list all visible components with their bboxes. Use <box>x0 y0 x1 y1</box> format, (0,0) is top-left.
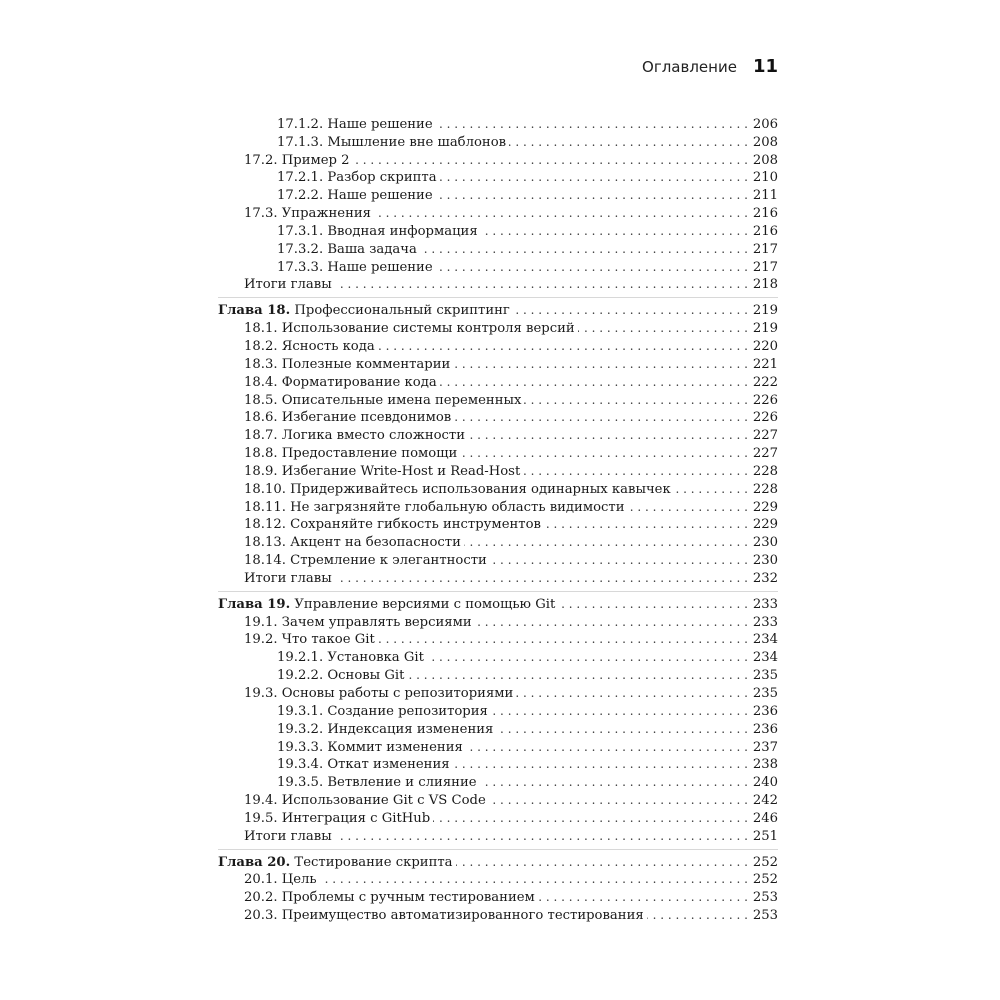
toc-entry[interactable] <box>218 551 778 569</box>
toc-page-number: 242 <box>752 793 778 809</box>
toc-entry-text: 17.3.3. Наше решение <box>277 259 433 275</box>
dot-leader <box>436 187 748 204</box>
toc-entry-text: 19.3.3. Коммит изменения <box>277 739 463 755</box>
toc-page-number: 210 <box>752 170 778 186</box>
dot-leader <box>420 241 748 258</box>
toc-entry[interactable] <box>218 480 778 498</box>
toc-entry-text: 18.11. Не загрязняйте глобальную область видимости <box>244 499 625 515</box>
toc-entry-text: 17.3.2. Ваша задача <box>277 241 417 257</box>
toc-entry-title <box>244 631 378 648</box>
toc-chapter-entry[interactable] <box>218 595 778 613</box>
toc-entry-text: 18.14. Стремление к элегантности <box>244 553 487 569</box>
toc-page-number: 234 <box>752 650 778 666</box>
toc-page-number: 229 <box>752 499 778 515</box>
toc-entry-title <box>277 703 491 720</box>
toc-entry[interactable] <box>218 648 778 666</box>
toc-entry[interactable] <box>218 906 778 924</box>
toc-page-number: 238 <box>752 757 778 773</box>
toc-page-number: 235 <box>752 686 778 701</box>
toc-entry-text: Итоги главы <box>244 828 332 844</box>
toc-entry[interactable] <box>218 391 778 409</box>
toc-entry-title <box>244 374 440 391</box>
dot-leader <box>578 320 748 337</box>
toc-entry-text: 19.2. Что такое Git <box>244 632 375 648</box>
toc-page-number: 236 <box>752 721 778 737</box>
dot-leader <box>456 854 748 871</box>
toc-entry-title <box>277 721 496 738</box>
toc-page-number: 208 <box>752 152 778 168</box>
dot-leader <box>335 828 748 845</box>
toc-entry[interactable] <box>218 319 778 337</box>
toc-entry-text: 19.2.1. Установка Git <box>277 650 424 666</box>
toc-entry-text: 19.3.4. Откат изменения <box>277 757 450 773</box>
toc-entry-text: 18.1. Использование системы контроля версий <box>244 321 575 337</box>
toc-entry-title <box>277 649 427 666</box>
toc-entry-text: 17.2.2. Наше решение <box>277 188 433 204</box>
page-header <box>600 56 778 82</box>
toc-entry[interactable] <box>218 871 778 889</box>
toc-page-number: 253 <box>752 908 778 924</box>
toc-entry[interactable] <box>218 738 778 756</box>
toc-entry-text: 17.1.2. Наше решение <box>277 116 433 132</box>
toc-entry-text: 18.2. Ясность кода <box>244 338 375 354</box>
running-title: Оглавление <box>642 58 737 76</box>
toc-chapter-entry[interactable] <box>218 301 778 319</box>
toc-entry[interactable] <box>218 613 778 631</box>
toc-entry-text: 19.3. Основы работы с репозиториями <box>244 686 514 701</box>
toc-page-number: 219 <box>752 321 778 337</box>
toc-page-number: 230 <box>752 535 778 551</box>
toc-entry[interactable] <box>218 809 778 827</box>
toc-entry[interactable] <box>218 373 778 391</box>
dot-leader <box>436 116 748 133</box>
toc-entry-text: 19.2.2. Основы Git <box>277 668 405 684</box>
toc-entry-title <box>244 338 378 355</box>
toc-entry-text: 17.3.1. Вводная информация <box>277 223 478 239</box>
toc-entry-title <box>244 810 433 827</box>
toc-entry-title <box>244 463 523 480</box>
dot-leader <box>353 152 748 169</box>
toc-entry-title <box>218 854 456 871</box>
toc-entry-title <box>244 356 453 373</box>
toc-entry[interactable] <box>218 702 778 720</box>
toc-entry[interactable] <box>218 258 778 276</box>
toc-page-number: 228 <box>752 481 778 497</box>
dot-leader <box>440 374 748 391</box>
chapter-separator <box>218 591 778 592</box>
dot-leader <box>496 721 748 738</box>
chapter-label: Глава 18. <box>218 303 291 319</box>
toc-page-number: 230 <box>752 553 778 569</box>
toc-entry-title <box>244 570 335 587</box>
toc-entry-text: 19.5. Интеграция с GitHub <box>244 810 431 826</box>
toc-page-number: 237 <box>752 739 778 755</box>
toc-entry-title <box>244 552 490 569</box>
toc-entry-title <box>244 276 335 293</box>
toc-entry-text: 20.2. Проблемы с ручным тестированием <box>244 890 535 906</box>
toc-entry[interactable] <box>218 151 778 169</box>
toc-page-number: 228 <box>752 463 778 479</box>
toc-entry-title <box>244 481 674 498</box>
dot-leader <box>647 907 748 924</box>
toc-page-number: 227 <box>752 446 778 462</box>
toc-entry-text: Итоги главы <box>244 277 332 293</box>
dot-leader <box>378 631 748 648</box>
toc-entry-text: Тестирование скрипта <box>294 854 453 870</box>
toc-entry[interactable] <box>218 186 778 204</box>
toc-entry-title <box>244 871 320 888</box>
dot-leader <box>468 427 748 444</box>
toc-entry-text: 18.8. Предоставление помощи <box>244 446 458 462</box>
toc-entry[interactable] <box>218 684 778 702</box>
toc-entry-text: 19.3.1. Создание репозитория <box>277 703 488 719</box>
toc-entry[interactable] <box>218 444 778 462</box>
toc-entry[interactable] <box>218 498 778 516</box>
dot-leader <box>320 871 748 888</box>
chapter-separator <box>218 849 778 850</box>
dot-leader <box>491 703 748 720</box>
toc-page-number: 211 <box>752 188 778 204</box>
toc-entry-text: Итоги главы <box>244 570 332 586</box>
toc-entry[interactable] <box>218 133 778 151</box>
dot-leader <box>374 205 748 222</box>
toc-entry[interactable] <box>218 222 778 240</box>
toc-entry-title <box>244 907 647 924</box>
dot-leader <box>453 356 748 373</box>
toc-entry[interactable] <box>218 337 778 355</box>
toc-page-number: 220 <box>752 338 778 354</box>
toc-entry-text: 19.4. Использование Git с VS Code <box>244 793 486 809</box>
toc-page-number: 232 <box>752 570 778 586</box>
toc-page-number: 253 <box>752 890 778 906</box>
toc-entry-text: 19.1. Зачем управлять версиями <box>244 614 472 630</box>
dot-leader <box>460 445 748 462</box>
dot-leader <box>464 534 748 551</box>
dot-leader <box>513 302 748 319</box>
toc-entry-text: 18.6. Избегание псевдонимов <box>244 410 452 426</box>
toc-page-number: 251 <box>752 828 778 844</box>
chapter-label: Глава 20. <box>218 854 291 870</box>
dot-leader <box>524 392 748 409</box>
toc-entry[interactable] <box>218 204 778 222</box>
toc-entry-title <box>277 187 436 204</box>
toc-entry-title <box>277 134 509 151</box>
chapter-label: Глава 19. <box>218 596 291 612</box>
dot-leader <box>453 756 748 773</box>
toc-entry-text: 18.7. Логика вместо сложности <box>244 428 466 444</box>
toc-entry[interactable] <box>218 462 778 480</box>
toc-entry[interactable] <box>218 169 778 187</box>
toc-page-number: 217 <box>752 241 778 257</box>
toc-entry[interactable] <box>218 791 778 809</box>
dot-leader <box>489 792 748 809</box>
toc-entry-text: 18.12. Сохраняйте гибкость инструментов <box>244 517 541 533</box>
page-number: 11 <box>752 56 778 77</box>
toc-page-number: 229 <box>752 517 778 533</box>
toc-page-number: 216 <box>752 223 778 239</box>
toc-entry-title <box>277 223 481 240</box>
dot-leader <box>475 614 748 631</box>
dot-leader <box>523 463 748 480</box>
toc-entry-title <box>244 445 460 462</box>
toc-page-number: 219 <box>752 303 778 319</box>
toc-entry[interactable] <box>218 516 778 534</box>
toc-entry-title <box>277 739 466 756</box>
toc-entry[interactable] <box>218 756 778 774</box>
toc-entry[interactable] <box>218 631 778 649</box>
toc-entry-text: 17.2.1. Разбор скрипта <box>277 170 437 186</box>
dot-leader <box>433 810 748 827</box>
toc-chapter-entry[interactable] <box>218 853 778 871</box>
toc-entry[interactable] <box>218 666 778 684</box>
toc-entry-text: 17.3. Упражнения <box>244 206 371 222</box>
chapter-separator <box>218 297 778 298</box>
toc-entry-title <box>244 516 544 533</box>
toc-entry-title <box>218 302 513 319</box>
toc-entry-title <box>244 614 475 631</box>
toc-entry-text: 20.3. Преимущество автоматизированного тестирования <box>244 908 644 924</box>
dot-leader <box>436 259 748 276</box>
toc-entry-title <box>277 259 436 276</box>
toc-entry-text: 19.3.5. Ветвление и слияние <box>277 775 477 791</box>
toc-entry-text: 18.4. Форматирование кода <box>244 374 437 390</box>
toc-page-number: 222 <box>752 374 778 390</box>
toc-entry-title <box>277 116 436 133</box>
dot-leader <box>335 570 748 587</box>
toc-page-number: 216 <box>752 206 778 222</box>
dot-leader <box>509 134 748 151</box>
toc-page-number: 226 <box>752 410 778 426</box>
toc-page-number: 233 <box>752 596 778 612</box>
dot-leader <box>516 685 748 702</box>
dot-leader <box>490 552 748 569</box>
toc-entry[interactable] <box>218 773 778 791</box>
toc-entry-text: 20.1. Цель <box>244 872 317 888</box>
dot-leader <box>407 667 748 684</box>
dot-leader <box>335 276 748 293</box>
toc-entry[interactable] <box>218 888 778 906</box>
toc-entry[interactable] <box>218 533 778 551</box>
toc-entry-title <box>244 409 454 426</box>
dot-leader <box>454 409 748 426</box>
table-of-contents <box>218 115 778 924</box>
toc-entry-text: 17.2. Пример 2 <box>244 152 350 168</box>
toc-entry[interactable] <box>218 827 778 845</box>
toc-entry-text: 17.1.3. Мышление вне шаблонов <box>277 134 507 150</box>
toc-page-number: 218 <box>752 277 778 293</box>
toc-entry[interactable] <box>218 409 778 427</box>
toc-entry-title <box>244 792 489 809</box>
toc-entry[interactable] <box>218 426 778 444</box>
toc-entry-title <box>218 596 558 613</box>
toc-page-number: 234 <box>752 632 778 648</box>
toc-page-number: 233 <box>752 614 778 630</box>
toc-entry-title <box>277 241 420 258</box>
toc-entry-text: Профессиональный скриптинг <box>294 303 510 319</box>
toc-entry-text: Управление версиями с помощью Git <box>294 596 556 612</box>
dot-leader <box>378 338 748 355</box>
toc-page-number: 221 <box>752 356 778 372</box>
dot-leader <box>538 889 748 906</box>
toc-page-number: 235 <box>752 668 778 684</box>
toc-entry-title <box>244 205 374 222</box>
toc-page-number: 236 <box>752 703 778 719</box>
dot-leader <box>480 774 748 791</box>
toc-page-number: 252 <box>752 872 778 888</box>
toc-entry-title <box>277 169 440 186</box>
toc-entry-title <box>244 889 538 906</box>
toc-page-number: 206 <box>752 116 778 132</box>
toc-entry-text: 19.3.2. Индексация изменения <box>277 721 494 737</box>
toc-page-number: 252 <box>752 854 778 870</box>
toc-entry-title <box>277 756 453 773</box>
dot-leader <box>440 169 748 186</box>
dot-leader <box>466 739 748 756</box>
toc-entry-title <box>244 427 468 444</box>
toc-entry-title <box>244 534 464 551</box>
toc-page-number: 208 <box>752 134 778 150</box>
toc-page-number: 246 <box>752 810 778 826</box>
toc-entry-title <box>244 320 578 337</box>
toc-entry[interactable] <box>218 569 778 587</box>
toc-page-number: 226 <box>752 392 778 408</box>
toc-entry-text: 18.5. Описательные имена переменных <box>244 392 522 408</box>
toc-entry-title <box>277 667 407 684</box>
toc-entry[interactable] <box>218 355 778 373</box>
toc-entry-title <box>244 685 516 702</box>
toc-entry[interactable] <box>218 240 778 258</box>
toc-page-number: 217 <box>752 259 778 275</box>
toc-entry-text: 18.13. Акцент на безопасности <box>244 535 461 551</box>
toc-entry-text: 18.9. Избегание Write-Host и Read-Host <box>244 463 521 479</box>
toc-entry[interactable] <box>218 115 778 133</box>
toc-entry-title <box>244 499 628 516</box>
dot-leader <box>628 499 748 516</box>
toc-entry-title <box>277 774 480 791</box>
toc-page-number: 227 <box>752 428 778 444</box>
toc-entry[interactable] <box>218 720 778 738</box>
toc-entry-text: 18.3. Полезные комментарии <box>244 356 451 372</box>
dot-leader <box>558 596 748 613</box>
toc-entry[interactable] <box>218 276 778 294</box>
dot-leader <box>674 481 748 498</box>
toc-entry-text: 18.10. Придерживайтесь использования одинарных кавычек <box>244 481 671 497</box>
dot-leader <box>481 223 748 240</box>
toc-entry-title <box>244 152 353 169</box>
dot-leader <box>544 516 748 533</box>
toc-entry-title <box>244 392 524 409</box>
dot-leader <box>427 649 748 666</box>
toc-entry-title <box>244 828 335 845</box>
toc-page-number: 240 <box>752 775 778 791</box>
